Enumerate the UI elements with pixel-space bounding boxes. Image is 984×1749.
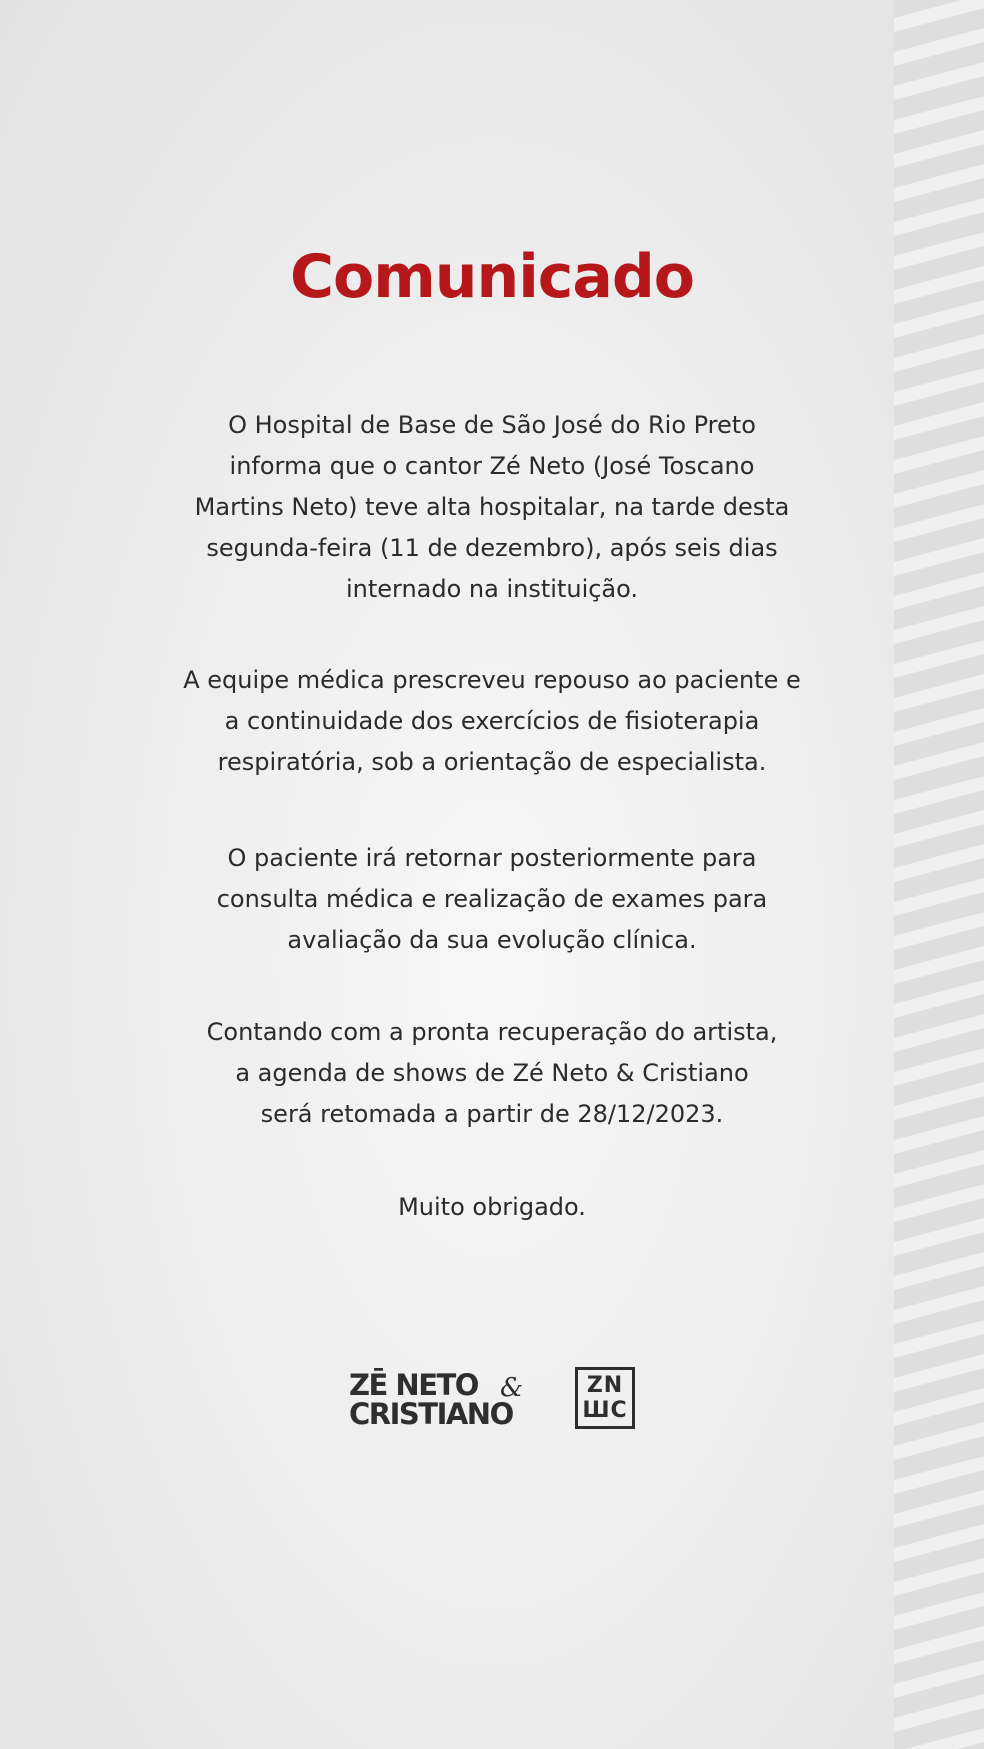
page-title: Comunicado: [290, 242, 694, 312]
monogram-bottom: ШС: [582, 1398, 628, 1423]
paragraph-line: a continuidade dos exercícios de fisioterapia: [224, 707, 760, 735]
paragraph-4: [92, 1012, 892, 1135]
logo-wordmark-line1: ZĒ NETO: [349, 1368, 478, 1402]
paragraph-line: Martins Neto) teve alta hospitalar, na tarde desta: [194, 493, 790, 521]
paragraph-line: A equipe médica prescreveu repouso ao paciente e: [183, 666, 801, 694]
logo-group: [0, 1367, 984, 1433]
closing-line: [92, 1187, 892, 1228]
paragraph-3: [92, 838, 892, 961]
paragraph-line: avaliação da sua evolução clínica.: [287, 926, 697, 954]
paragraph-line: O paciente irá retornar posteriormente para: [227, 844, 757, 872]
znc-monogram-logo: [575, 1367, 635, 1429]
paragraph-line: internado na instituição.: [345, 575, 639, 603]
paragraph-line: será retomada a partir de 28/12/2023.: [260, 1100, 724, 1128]
paragraph-line: informa que o cantor Zé Neto (José Toscano: [229, 452, 755, 480]
logo-ampersand: &: [500, 1373, 524, 1403]
paragraph-line: segunda-feira (11 de dezembro), após seis dias: [206, 534, 778, 562]
paragraph-line: respiratória, sob a orientação de especialista.: [217, 748, 767, 776]
logo-wordmark-line2: CRISTIANO: [349, 1397, 513, 1431]
paragraph-line: consulta médica e realização de exames para: [216, 885, 768, 913]
paragraph-line: Muito obrigado.: [398, 1193, 586, 1221]
paragraph-1: [92, 405, 892, 610]
monogram-top: ZN: [586, 1373, 624, 1398]
paragraph-line: a agenda de shows de Zé Neto & Cristiano: [235, 1059, 749, 1087]
paragraph-line: O Hospital de Base de São José do Rio Preto: [228, 411, 756, 439]
paragraph-line: Contando com a pronta recuperação do artista,: [206, 1018, 778, 1046]
ze-neto-cristiano-logo: [349, 1367, 529, 1433]
paragraph-2: [92, 660, 892, 783]
